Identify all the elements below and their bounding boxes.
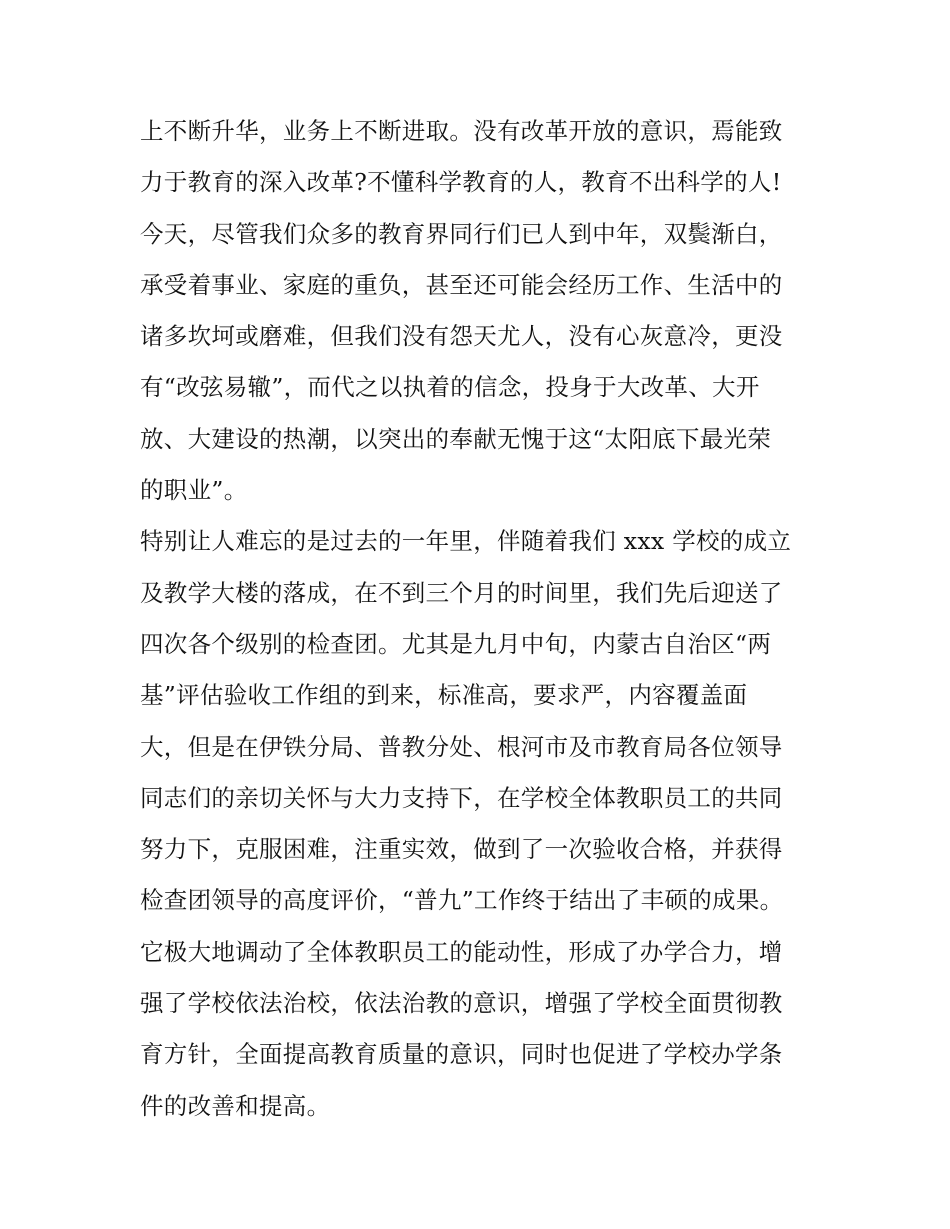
text-line-1: 上不断升华，业务上不断进取。没有改革开放的意识，焉能致 <box>140 117 783 145</box>
text-line-19: 育方针，全面提高教育质量的意识，同时也促进了学校办学条 <box>140 1040 783 1069</box>
text-line-9: 特别让人难忘的是过去的一年里，伴随着我们 xxx 学校的成立 <box>140 527 792 556</box>
text-line-5: 诸多坎坷或磨难，但我们没有怨天尤人，没有心灰意冷，更没 <box>140 322 783 351</box>
text-line-20: 件的改善和提高。 <box>140 1091 331 1120</box>
text-line-6: 有“改弦易辙”，而代之以执着的信念，投身于大改革、大开 <box>140 373 760 402</box>
text-line-7: 放、大建设的热潮，以突出的奉献无愧于这“太阳底下最光荣 <box>140 424 772 453</box>
text-line-17: 它极大地调动了全体教职员工的能动性，形成了办学合力，增 <box>140 937 783 966</box>
text-line-4: 承受着事业、家庭的重负，甚至还可能会经历工作、生活中的 <box>140 270 783 299</box>
text-line-18: 强了学校依法治校，依法治教的意识，增强了学校全面贯彻教 <box>140 989 783 1018</box>
text-line-11: 四次各个级别的检查团。尤其是九月中旬，内蒙古自治区“两 <box>140 629 772 658</box>
text-line-10: 及教学大楼的落成，在不到三个月的时间里，我们先后迎送了 <box>140 578 783 607</box>
text-line-3: 今天，尽管我们众多的教育界同行们已人到中年，双鬓渐白， <box>140 219 783 248</box>
text-line-2: 力于教育的深入改革?不懂科学教育的人，教育不出科学的人! <box>140 168 782 197</box>
text-line-12: 基”评估验收工作组的到来，标准高，要求严，内容覆盖面 <box>140 681 748 710</box>
text-line-15: 努力下，克服困难，注重实效，做到了一次验收合格，并获得 <box>140 835 783 864</box>
text-line-16: 检查团领导的高度评价，“普九”工作终于结出了丰硕的成果。 <box>140 886 784 915</box>
text-line-8: 的职业”。 <box>140 476 248 505</box>
text-line-14: 同志们的亲切关怀与大力支持下，在学校全体教职员工的共同 <box>140 783 783 812</box>
text-line-13: 大，但是在伊铁分局、普教分处、根河市及市教育局各位领导 <box>140 732 783 761</box>
body-text <box>140 106 820 1132</box>
